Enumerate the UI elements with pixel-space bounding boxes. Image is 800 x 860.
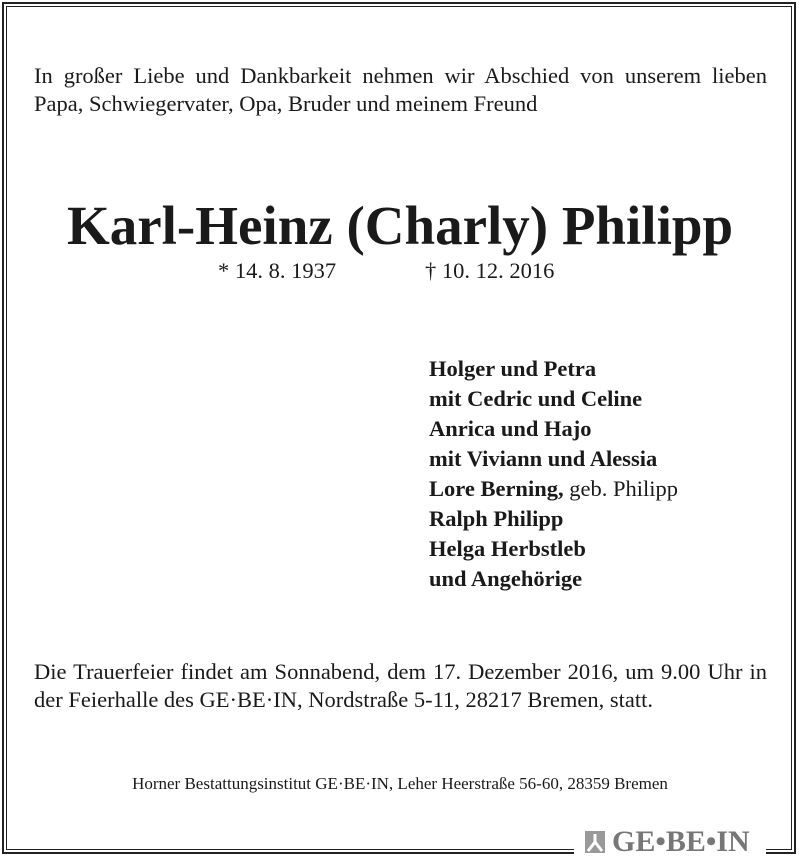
birth-date: * 14. 8. 1937 — [218, 258, 337, 283]
funeral-service-text: Die Trauerfeier findet am Sonnabend, dem 17. Dezember 2016, um 9.00 Uhr in der Feierhalle des GE·BE·IN, Nordstraße 5-11, 28217 Bremen, statt. — [34, 659, 767, 712]
family-member: Ralph Philipp — [429, 506, 564, 531]
family-member: mit Cedric und Celine — [429, 386, 643, 411]
death-date: † 10. 12. 2016 — [425, 258, 555, 283]
family-member: Anrica und Hajo — [429, 416, 592, 441]
family-list — [429, 354, 678, 594]
family-member: Holger und Petra — [429, 356, 597, 381]
deceased-name: Karl-Heinz (Charly) Philipp — [66, 195, 734, 256]
logo-text: GE•BE•IN — [612, 825, 750, 858]
intro-text: In großer Liebe und Dankbarkeit nehmen wir Abschied von unserem lieben Papa, Schwiegervater, Opa, Bruder und meinem Freund — [34, 63, 767, 116]
family-member: Lore Berning, geb. Philipp — [429, 476, 678, 501]
gebein-logo — [580, 826, 754, 858]
family-member: Helga Herbstleb — [429, 536, 586, 561]
funeral-home-footer: Horner Bestattungsinstitut GE·BE·IN, Leher Heerstraße 56-60, 28359 Bremen — [132, 774, 668, 793]
family-member: und Angehörige — [429, 566, 583, 591]
gebein-logo-mark-icon — [584, 830, 606, 854]
family-member: mit Viviann und Alessia — [429, 446, 658, 471]
